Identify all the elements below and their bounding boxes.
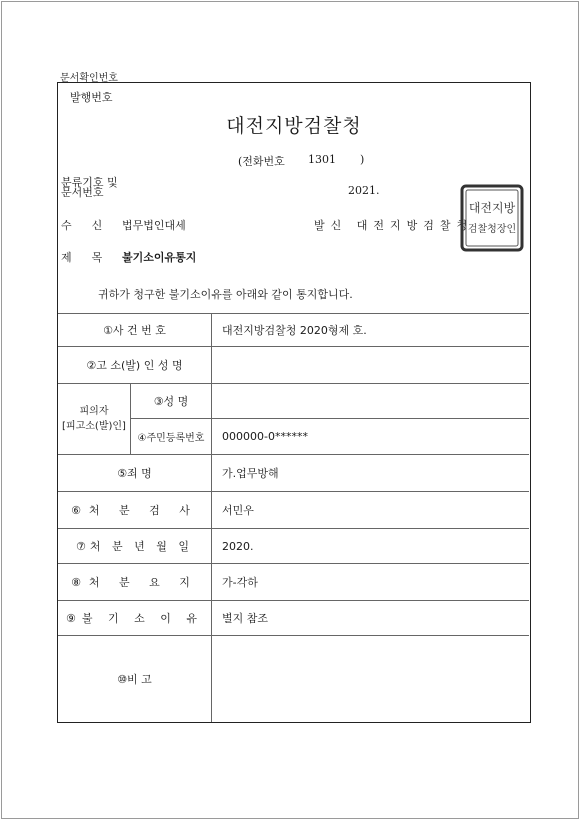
suspect-group-label bbox=[58, 384, 131, 455]
remarks-label: ⑩비 고 bbox=[58, 636, 212, 722]
reason-value: 별지 참조 bbox=[212, 601, 530, 636]
phone-number: 1301 bbox=[308, 153, 336, 166]
seal-border bbox=[462, 186, 522, 250]
prosecutor-label: ⑥처 분 검 사 bbox=[58, 492, 212, 529]
table-row bbox=[58, 314, 529, 347]
remarks-value bbox=[212, 636, 530, 722]
recipient-value: 법무법인대세 bbox=[122, 219, 186, 232]
seal-text-top: 대전지방 bbox=[468, 201, 516, 215]
rrn-value: 000000-0****** bbox=[212, 419, 530, 455]
complainant-label: ②고 소(발) 인 성 명 bbox=[58, 347, 212, 384]
summary-label: ⑧처 분 요 지 bbox=[58, 564, 212, 601]
subject-value: 불기소이유통지 bbox=[122, 251, 197, 264]
seal-text-bottom: 검찰청장인 bbox=[467, 224, 517, 235]
rrn-label: ④주민등록번호 bbox=[131, 419, 212, 455]
name-value bbox=[212, 384, 530, 419]
document-date: 2021. bbox=[348, 184, 380, 197]
classification-label bbox=[61, 178, 141, 198]
notice-form bbox=[57, 82, 531, 723]
table-row bbox=[58, 455, 529, 492]
official-seal-icon bbox=[460, 184, 524, 252]
disposition-date-value: 2020. bbox=[212, 529, 530, 564]
phone-label: (전화번호 bbox=[238, 155, 285, 168]
offense-label: ⑤죄 명 bbox=[58, 455, 212, 492]
disposition-date-label: ⑦처 분 년 월 일 bbox=[58, 529, 212, 564]
table-row bbox=[58, 529, 529, 564]
complainant-value bbox=[212, 347, 530, 384]
doc-confirm-label: 문서확인번호 bbox=[60, 73, 118, 84]
agency-title: 대전지방검찰청 bbox=[226, 115, 362, 137]
table-row bbox=[58, 564, 529, 601]
subject-label: 제목 bbox=[61, 251, 123, 264]
offense-value: 가.업무방해 bbox=[212, 455, 530, 492]
issue-number-label: 발행번호 bbox=[70, 91, 113, 104]
seal-inner-border bbox=[466, 190, 518, 246]
prosecutor-value: 서민우 bbox=[212, 492, 530, 529]
reason-label: ⑨불 기 소 이 유 bbox=[58, 601, 212, 636]
info-table bbox=[58, 313, 529, 722]
table-row bbox=[58, 347, 529, 384]
case-number-value: 대전지방검찰청 2020형제 호. bbox=[212, 314, 530, 347]
summary-value: 가-각하 bbox=[212, 564, 530, 601]
case-number-label: ①사 건 번 호 bbox=[58, 314, 212, 347]
table-row bbox=[58, 601, 529, 636]
classification-line2: 문서번호 bbox=[61, 186, 104, 199]
table-row bbox=[58, 636, 529, 722]
suspect-group-line2: [피고소(발)인] bbox=[62, 421, 126, 432]
classification-line1: 분류기호 및 bbox=[61, 176, 118, 189]
recipient-label: 수신 bbox=[61, 219, 123, 232]
sender: 발신 대전지방검찰청 bbox=[314, 219, 474, 232]
table-row bbox=[58, 384, 529, 419]
table-row bbox=[58, 492, 529, 529]
notice-text: 귀하가 청구한 불기소이유를 아래와 같이 통지합니다. bbox=[98, 288, 353, 301]
suspect-group-line1: 피의자 bbox=[79, 406, 109, 417]
phone-close: ) bbox=[360, 153, 365, 166]
name-label: ③성 명 bbox=[131, 384, 212, 419]
